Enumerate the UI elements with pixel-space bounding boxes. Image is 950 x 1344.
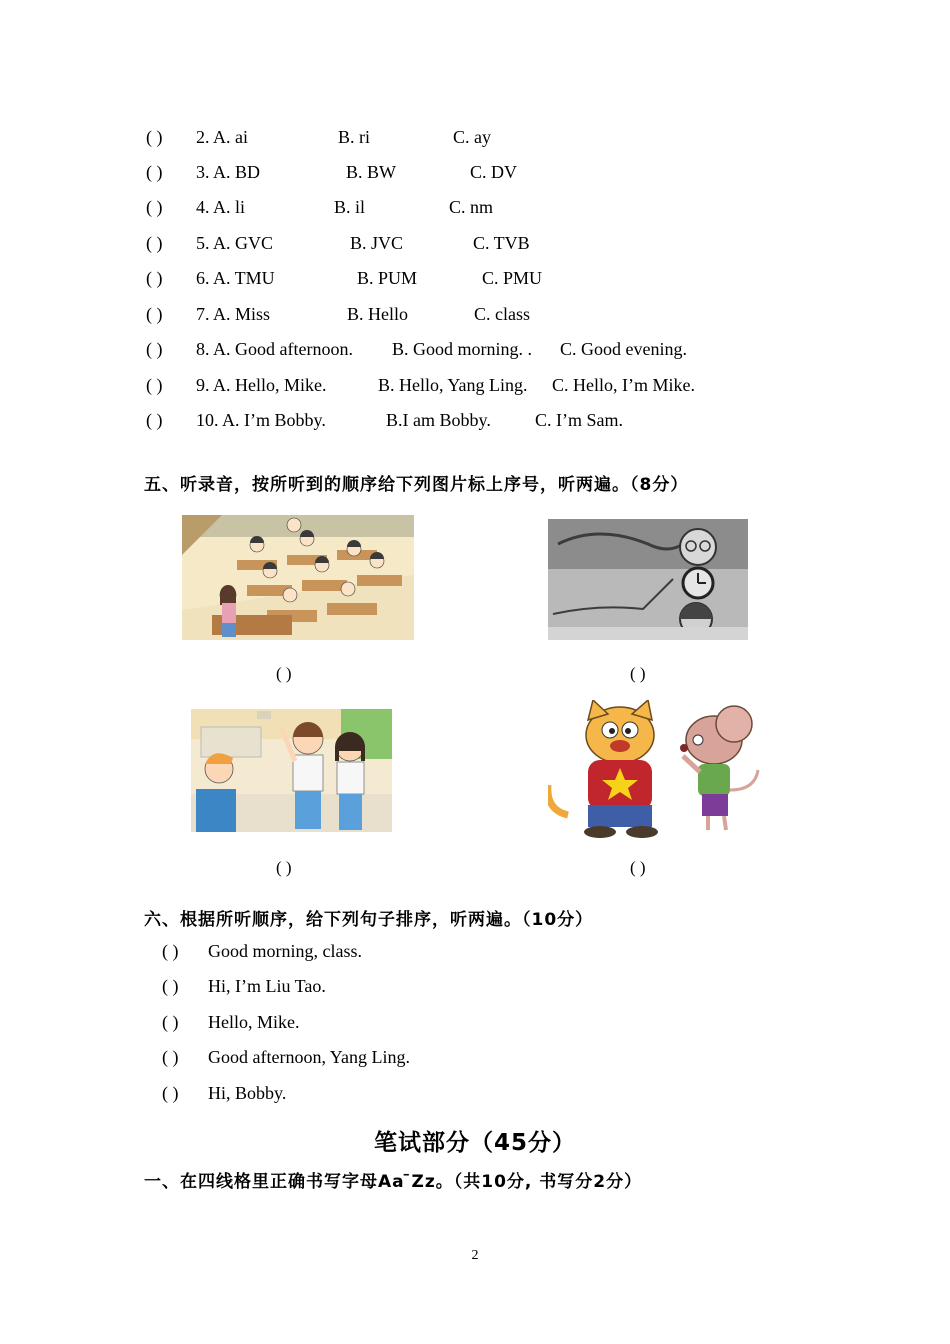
option-c: C. I’m Sam. xyxy=(535,410,623,430)
option-b: B. Hello xyxy=(347,304,408,324)
greeting-clock-illustration xyxy=(548,519,748,640)
classroom-illustration xyxy=(182,515,414,640)
children-waving-illustration xyxy=(191,709,392,832)
sentence-item xyxy=(162,1083,286,1104)
greeting-clock-picture xyxy=(548,519,748,640)
option-c: C. DV xyxy=(470,162,518,182)
answer-blank: ( ) xyxy=(630,858,646,877)
sentence-item xyxy=(162,976,326,997)
option-a: 2. A. ai xyxy=(196,127,248,147)
section-5-heading: 五、听录音，按所听到的顺序给下列图片标上序号，听两遍。（8分） xyxy=(144,475,689,495)
answer-paren: ( ) xyxy=(162,1083,179,1103)
sentence-text: Good afternoon, Yang Ling. xyxy=(208,1047,410,1067)
answer-paren: ( ) xyxy=(146,304,163,324)
page-number: 2 xyxy=(471,1248,479,1263)
sentence-text: Good morning, class. xyxy=(208,941,362,961)
answer-paren: ( ) xyxy=(146,339,163,359)
answer-paren: ( ) xyxy=(146,410,163,430)
option-a: 8. A. Good afternoon. xyxy=(196,339,353,359)
option-b: B. BW xyxy=(346,162,397,182)
answer-paren: ( ) xyxy=(162,1012,179,1032)
sentence-text: Hi, I’m Liu Tao. xyxy=(208,976,326,996)
cat-and-mouse-picture xyxy=(548,700,760,840)
option-c: C. PMU xyxy=(482,268,543,288)
answer-paren: ( ) xyxy=(146,233,163,253)
option-c: C. Hello, I’m Mike. xyxy=(552,375,695,395)
option-a: 4. A. li xyxy=(196,197,246,217)
answer-paren: ( ) xyxy=(146,127,163,147)
option-a: 10. A. I’m Bobby. xyxy=(196,410,326,430)
sentence-text: Hi, Bobby. xyxy=(208,1083,287,1103)
children-waving-picture xyxy=(191,709,392,832)
option-a: 7. A. Miss xyxy=(196,304,271,324)
answer-blank: ( ) xyxy=(276,858,292,877)
option-a: 3. A. BD xyxy=(196,162,261,182)
option-b: B. il xyxy=(334,197,366,217)
option-b: B.I am Bobby. xyxy=(386,410,491,430)
option-a: 5. A. GVC xyxy=(196,233,274,253)
option-c: C. nm xyxy=(449,197,494,217)
sentence-item xyxy=(162,941,362,962)
section-6-heading: 六、根据所听顺序，给下列句子排序，听两遍。（10分） xyxy=(144,910,594,930)
sentence-text: Hello, Mike. xyxy=(208,1012,300,1032)
sentence-item xyxy=(162,1012,300,1033)
option-a: 6. A. TMU xyxy=(196,268,275,288)
option-a: 9. A. Hello, Mike. xyxy=(196,375,327,395)
answer-blank: ( ) xyxy=(630,664,646,683)
answer-paren: ( ) xyxy=(146,197,163,217)
answer-paren: ( ) xyxy=(162,976,179,996)
option-c: C. ay xyxy=(453,127,491,147)
answer-paren: ( ) xyxy=(146,162,163,182)
sentence-item xyxy=(162,1047,410,1068)
option-b: B. PUM xyxy=(357,268,418,288)
option-b: B. Good morning. . xyxy=(392,339,533,359)
answer-paren: ( ) xyxy=(146,268,163,288)
option-c: C. TVB xyxy=(473,233,530,253)
answer-paren: ( ) xyxy=(146,375,163,395)
option-c: C. Good evening. xyxy=(560,339,687,359)
option-b: B. JVC xyxy=(350,233,404,253)
written-section-1-heading: 一、在四线格里正确书写字母Aa ̄Zz。（共10分, 书写分2分） xyxy=(144,1172,643,1192)
option-c: C. class xyxy=(474,304,530,324)
answer-paren: ( ) xyxy=(162,941,179,961)
option-b: B. ri xyxy=(338,127,371,147)
option-b: B. Hello, Yang Ling. xyxy=(378,375,528,395)
answer-paren: ( ) xyxy=(162,1047,179,1067)
answer-blank: ( ) xyxy=(276,664,292,683)
classroom-picture xyxy=(182,515,414,640)
written-part-title: 笔试部分（45分） xyxy=(373,1130,576,1156)
cat-and-mouse-illustration xyxy=(548,700,760,840)
